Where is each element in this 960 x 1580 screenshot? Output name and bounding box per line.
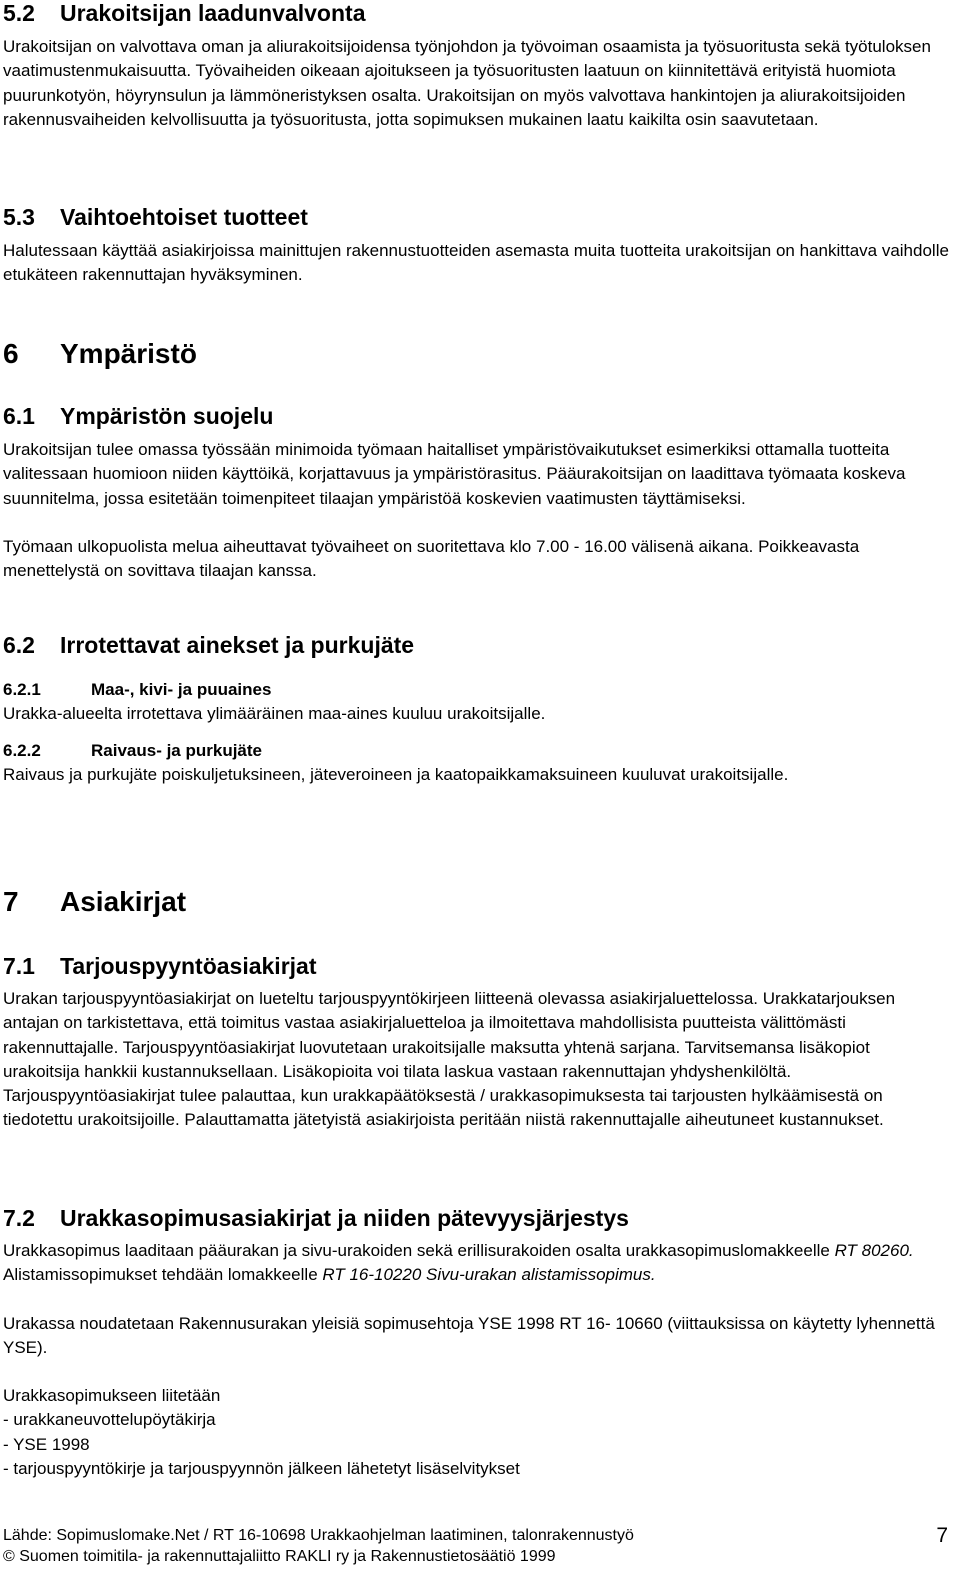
section-5-3-text: Halutessaan käyttää asiakirjoissa mainittujen rakennustuotteiden asemasta muita tuotteita urakoitsijan on hankittava vaihdolle etukäteen rakennuttajan hyväksyminen. [3, 241, 949, 285]
section-7-1-text-2: Tarjouspyyntöasiakirjat tulee palauttaa, kun urakkapäätöksestä / urakkasopimuksesta tai tarjousten hylkäämisestä on tiedotettu urakoitsijoille. Palauttamatta jätetyistä asiakirjoista peritään niistä rakennuttajalle aiheutuneet kustannukset. [3, 1086, 884, 1130]
section-6-1-text-1: Urakoitsijan tulee omassa työssään minimoida työmaan haitalliset ympäristövaikutukset esimerkiksi ottamalla tuotteita valitessaan huomioon niiden käyttöikä, korjattavuus ja ympäristörasitus. Pääurakoitsijan on laadittava työmaata koskeva suunnitelma, jossa esitetään toimenpiteet tilaajan ympäristöä koskevien vaatimusten täyttämiseksi. [3, 440, 906, 508]
section-5-2 [3, 1, 951, 132]
rt-80260-ref: RT 80260. [834, 1241, 914, 1260]
section-6-heading: 6 Ympäristö [3, 338, 197, 369]
section-6-1-heading: 6.1 Ympäristön suojelu [3, 403, 274, 429]
page-number: 7 [936, 1524, 948, 1547]
attachment-list-item: - YSE 1998 [3, 1434, 90, 1454]
section-7-2-heading: 7.2 Urakkasopimusasiakirjat ja niiden pätevyysjärjestys [3, 1205, 629, 1231]
attachment-list-intro: Urakkasopimukseen liitetään [3, 1386, 221, 1406]
page-footer [3, 1525, 953, 1567]
attachment-list-item: - urakkaneuvottelupöytäkirja [3, 1410, 216, 1430]
section-5-3-heading: 5.3 Vaihtoehtoiset tuotteet [3, 204, 308, 230]
rt-16-10220-ref: RT 16-10220 Sivu-urakan alistamissopimus. [322, 1265, 656, 1285]
attachment-list-item: - tarjouspyyntökirje ja tarjouspyynnön jälkeen lähetetyt lisäselvitykset [3, 1459, 520, 1479]
section-6-2-2 [3, 741, 951, 787]
section-6-1 [3, 404, 951, 583]
section-7-2-text-2: Urakassa noudatetaan Rakennusurakan yleisiä sopimusehtoja YSE 1998 RT 16- 10660 (viittauksissa on käytetty lyhennettä YSE). [3, 1313, 935, 1357]
footer-copyright: © Suomen toimitila- ja rakennuttajaliitto RAKLI ry ja Rakennustietosäätiö 1999 [3, 1548, 556, 1565]
section-6-2-heading: 6.2 Irrotettavat ainekset ja purkujäte [3, 632, 415, 658]
footer-source: Lähde: Sopimuslomake.Net / RT 16-10698 Urakkaohjelman laatiminen, talonrakennustyö [3, 1527, 634, 1544]
section-5-2-text: Urakoitsijan on valvottava oman ja aliurakoitsijoidensa työnjohdon ja työvoiman osaamista ja työsuoritusta sekä työtuloksen vaatimustenmukaisuutta. Työvaiheiden oikeaan ajoitukseen ja työsuoritusten laatuun on kiinnitettävä erityistä huomiota puurunkotyön, höyrynsulun ja lämmöneristyksen osalta. Urakoitsijan on myös valvottava hankintojen ja aliurakoitsijoiden rakennusvaiheiden kelvollisuutta ja työsuoritusta, jotta sopimuksen mukainen laatu kaikilta osin saavutetaan. [3, 37, 931, 129]
section-7-2 [3, 1206, 951, 1481]
section-6-2-2-heading: 6.2.2 Raivaus- ja purkujäte [3, 741, 263, 760]
section-6-1-text-2: Työmaan ulkopuolista melua aiheuttavat työvaiheet on suoritettava klo 7.00 - 16.00 välisenä aikana. Poikkeavasta menettelystä on sovittava tilaajan kanssa. [3, 536, 860, 581]
section-6 [3, 339, 951, 369]
section-7-1 [3, 954, 951, 1133]
section-7-1-text-1: Urakan tarjouspyyntöasiakirjat on lueteltu tarjouspyyntökirjeen liitteenä olevassa asiakirjaluettelossa. Urakkatarjouksen antajan on tarkistettava, että toimitus vastaa asiakirjaluetteloa ja ilmoitettava mahdollisista puutteista välittömästi rakennuttajalle. Tarjouspyyntöasiakirjat luovutetaan urakoitsijalle maksutta yhtenä sarjana. Tarvitsemansa lisäkopiot urakoitsija hankkii kustannuksellaan. Lisäkopioita voi tilata laskua vastaan rakennuttajan yhdyshenkilöltä. [3, 989, 896, 1081]
section-7 [3, 887, 951, 917]
section-6-2-1-heading: 6.2.1 Maa-, kivi- ja puuaines [3, 680, 272, 699]
section-7-heading: 7 Asiakirjat [3, 886, 187, 917]
section-5-3 [3, 205, 951, 288]
section-6-2-1 [3, 680, 951, 726]
section-6-2-2-text: Raivaus ja purkujäte poiskuljetuksineen, jäteveroineen ja kaatopaikkamaksuineen kuuluvat urakoitsijalle. [3, 765, 789, 784]
section-7-2-text-1: Urakkasopimus laaditaan pääurakan ja sivu-urakoiden sekä erillisurakoiden osalta urakkasopimuslomakkeelle RT 80260. Alistamissopimukset tehdään lomakkeelle RT 16-10220 Sivu-urakan alistamissopimus. [3, 1241, 914, 1285]
section-7-1-heading: 7.1 Tarjouspyyntöasiakirjat [3, 953, 317, 979]
section-6-2 [3, 633, 951, 657]
section-6-2-1-text: Urakka-alueelta irrotettava ylimääräinen maa-aines kuuluu urakoitsijalle. [3, 704, 546, 723]
section-5-2-heading: 5.2 Urakoitsijan laadunvalvonta [3, 0, 366, 26]
